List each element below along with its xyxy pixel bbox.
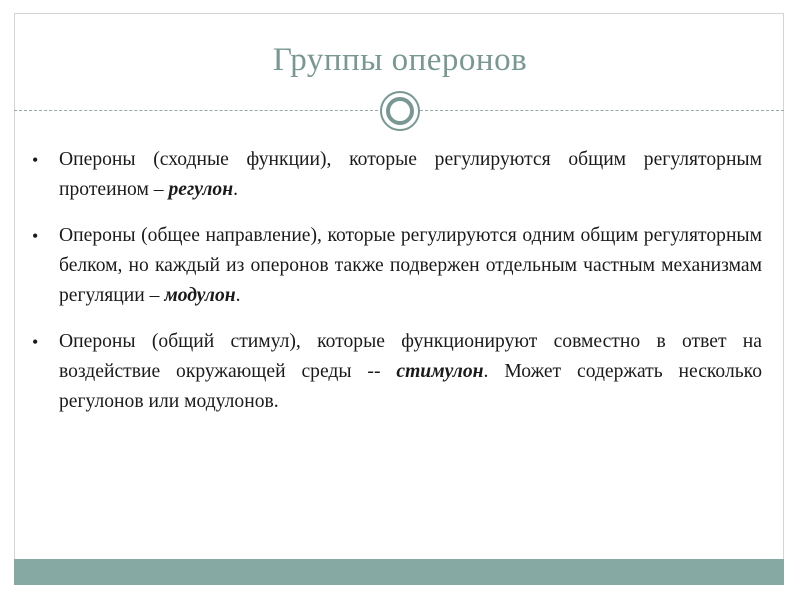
term-modulon: модулон (164, 285, 236, 306)
bullet-text-end: . (235, 285, 241, 306)
bullet-item-modulon (32, 221, 762, 311)
bullet-list (32, 145, 762, 433)
double-ring-icon (380, 91, 420, 131)
bullet-marker: • (32, 332, 39, 352)
bullet-text: Опероны (сходные функции), которые регулируются общим регуляторным протеином – (59, 149, 762, 200)
term-stimulon: стимулон (396, 361, 484, 382)
bullet-item-regulon (32, 145, 762, 205)
bullet-marker: • (32, 226, 39, 246)
inner-ring (386, 97, 414, 125)
slide-title: Группы оперонов (272, 42, 528, 78)
footer-accent-bar (14, 559, 784, 585)
term-regulon: регулон (168, 179, 234, 200)
bullet-text: Опероны (общий стимул), которые функционируют совместно в ответ на воздействие окружающей среды -- (59, 331, 762, 382)
bullet-marker: • (32, 150, 39, 170)
bullet-text-end: . (233, 179, 239, 200)
bullet-item-stimulon (32, 327, 762, 417)
bullet-text-end: . Может содержать несколько регулонов или модулонов. (59, 361, 762, 412)
bullet-text: Опероны (общее направление), которые регулируются одним общим регуляторным белком, но каждый из оперонов также подвержен отдельным частным механизмам регуляции – (59, 225, 762, 306)
